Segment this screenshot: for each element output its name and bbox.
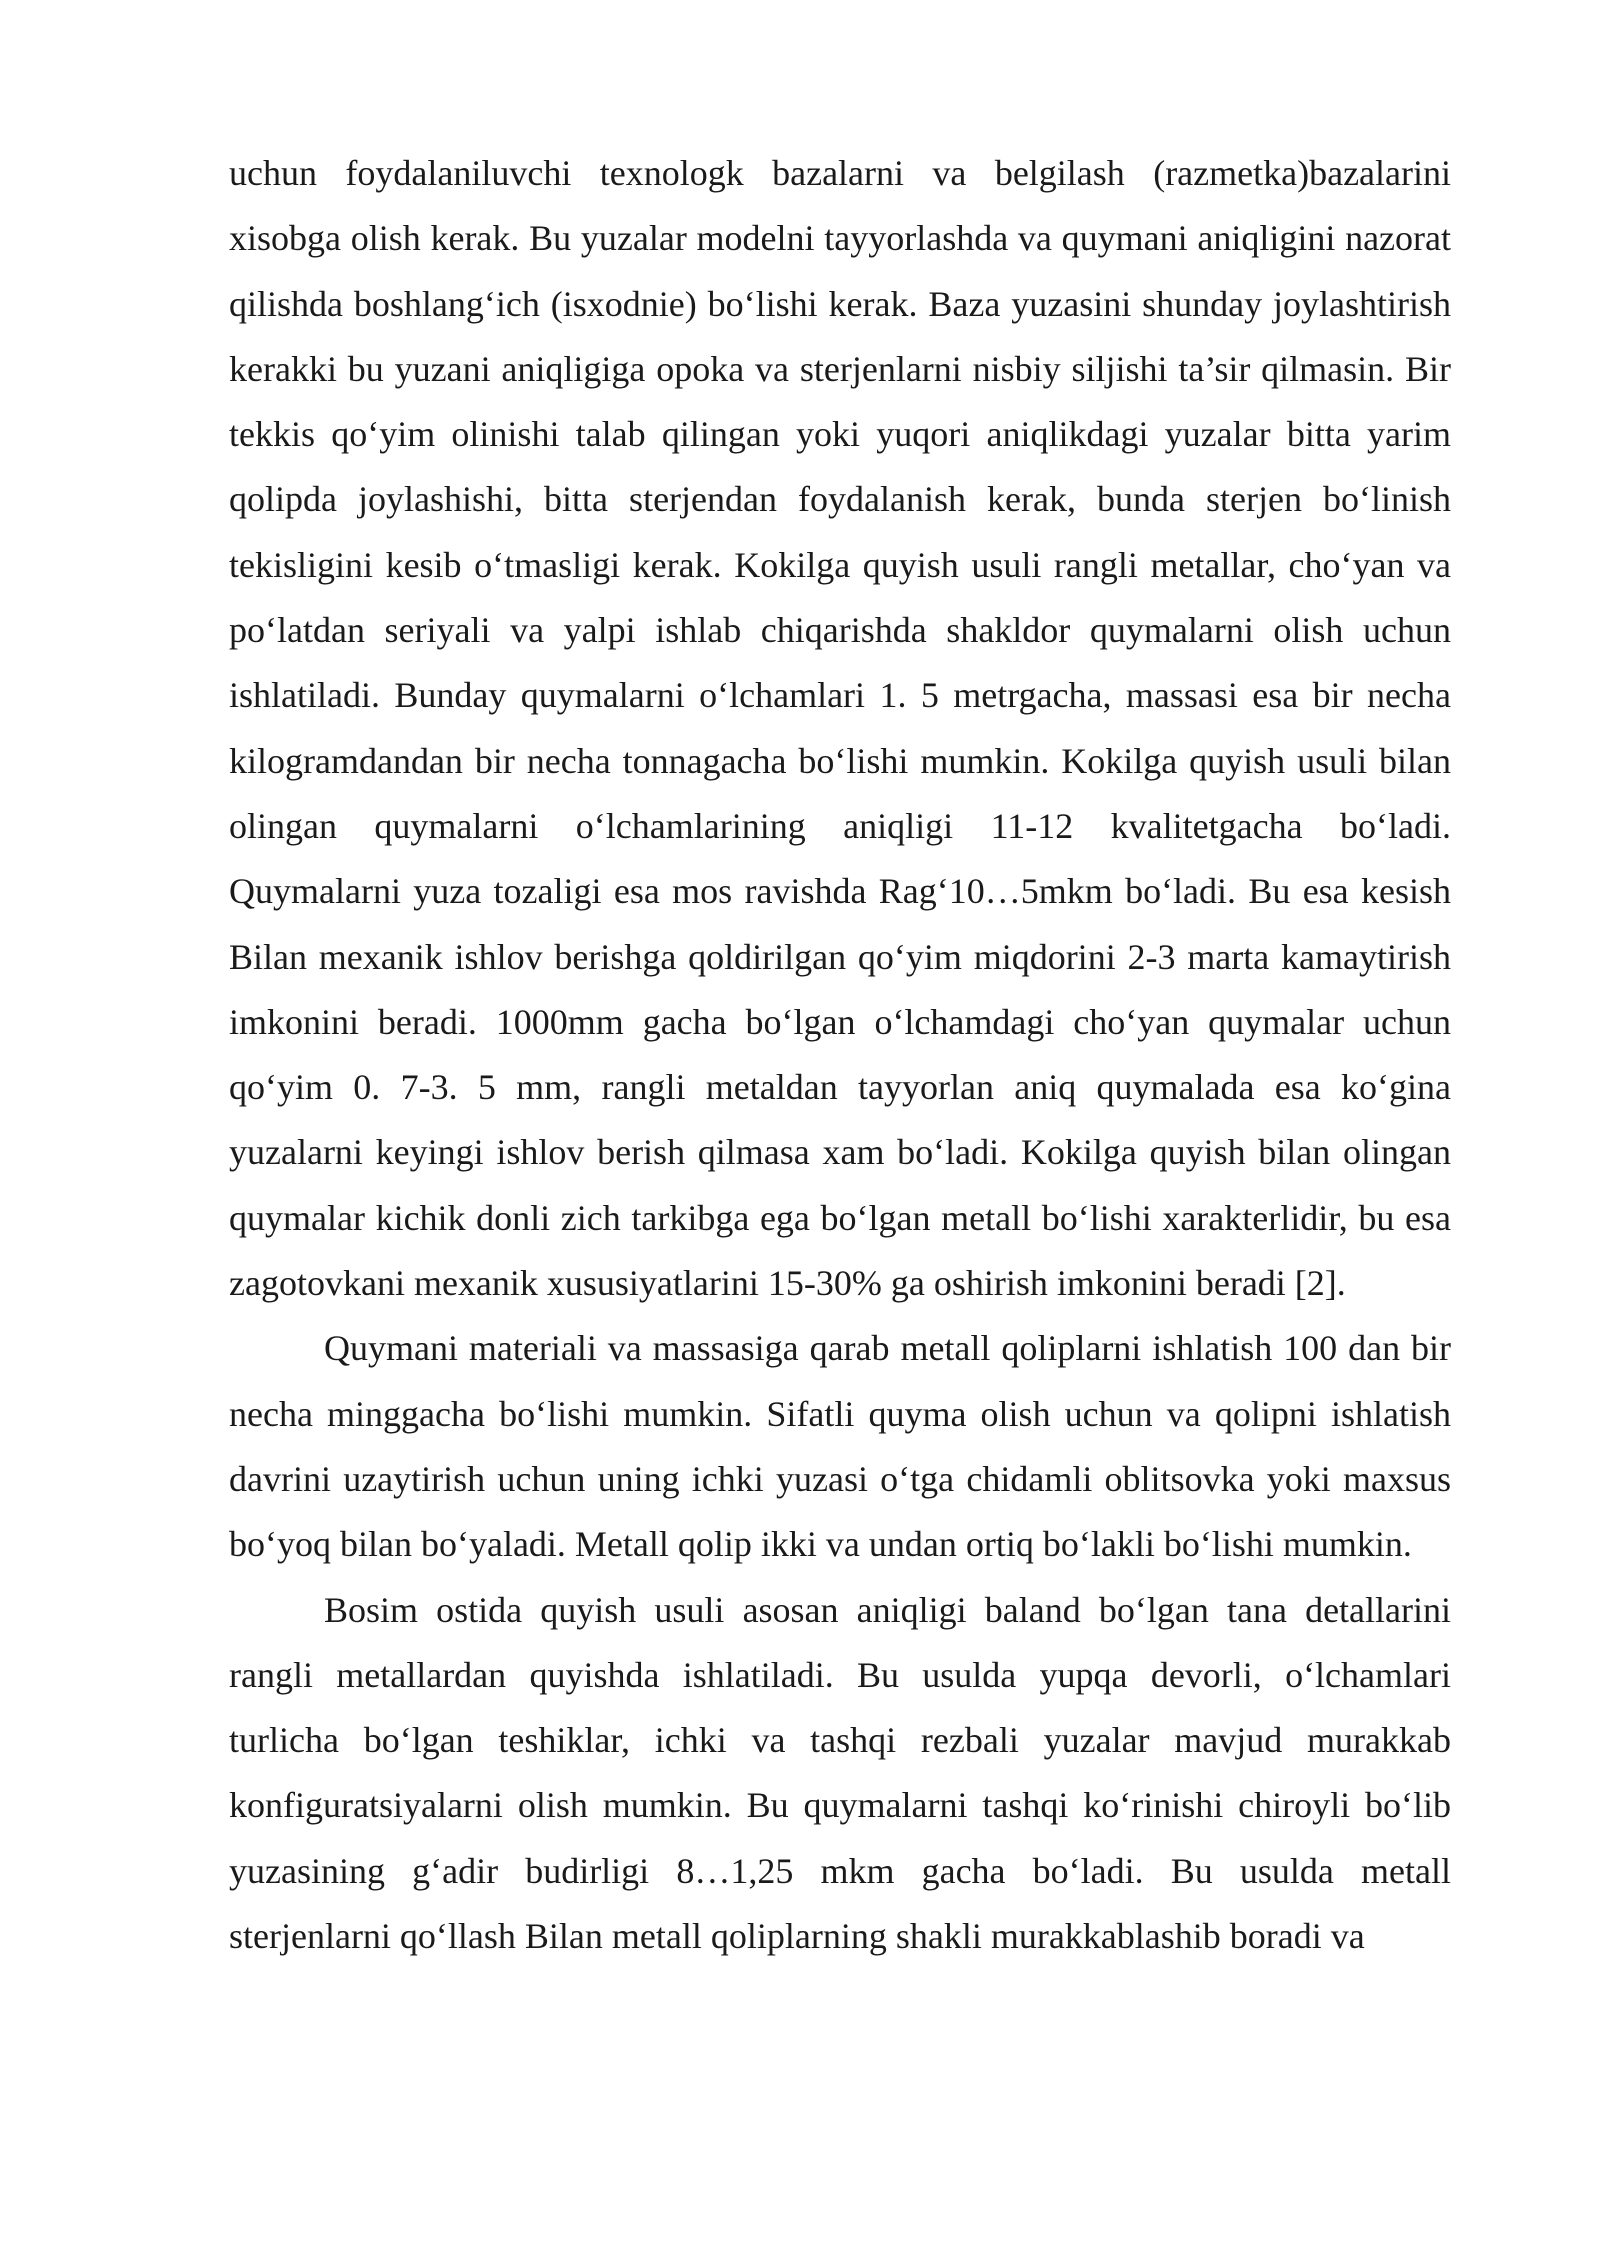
paragraph-metal-molds: Quymani materiali va massasiga qarab metall qoliplarni ishlatish 100 dan bir necha minggacha bo‘lishi mumkin. Sifatli quyma olish uchun va qolipni ishlatish davrini uzaytirish uchun uning ichki yuzasi o‘tga chidamli oblitsovka yoki maxsus bo‘yoq bilan bo‘yaladi. Metall qolip ikki va undan ortiq bo‘lakli bo‘lishi mumkin. (229, 1328, 1451, 1565)
paragraph-pressure-casting: Bosim ostida quyish usuli asosan aniqligi baland bo‘lgan tana detallarini rangli metallardan quyishda ishlatiladi. Bu usulda yupqa devorli, o‘lchamlari turlicha bo‘lgan teshiklar, ichki va tashqi rezbali yuzalar mavjud murakkab konfiguratsiyalarni olish mumkin. Bu quymalarni tashqi ko‘rinishi chiroyli bo‘lib yuzasining g‘adir budirligi 8…1,25 mkm gacha bo‘ladi. Bu usulda metall sterjenlarni qo‘llash Bilan metall qoliplarning shakli murakkablashib boradi va (229, 1589, 1451, 1957)
paragraph-kokil-casting: uchun foydalaniluvchi texnologk bazalarni va belgilash (razmetka)bazalarini xisobga olish kerak. Bu yuzalar modelni tayyorlashda va quymani aniqligini nazorat qilishda boshlang‘ich (isxodnie) bo‘lishi kerak. Baza yuzasini shunday joylashtirish kerakki bu yuzani aniqligiga opoka va sterjenlarni nisbiy siljishi ta’sir qilmasin. Bir tekkis qo‘yim olinishi talab qilingan yoki yuqori aniqlikdagi yuzalar bitta yarim qolipda joylashishi, bitta sterjendan foydalanish kerak, bunda sterjen bo‘linish tekisligini kesib o‘tmasligi kerak. Kokilga quyish usuli rangli metallar, cho‘yan va po‘latdan seriyali va yalpi ishlab chiqarishda shakldor quymalarni olish uchun ishlatiladi. Bunday quymalarni o‘lchamlari 1. 5 metrgacha, massasi esa bir necha kilogramdandan bir necha tonnagacha bo‘lishi mumkin. Kokilga quyish usuli bilan olingan quymalarni o‘lchamlarining aniqligi 11-12 kvalitetgacha bo‘ladi. Quymalarni yuza tozaligi esa mos ravishda Rag‘10…5mkm bo‘ladi. Bu esa kesish Bilan mexanik ishlov berishga qoldirilgan qo‘yim miqdorini 2-3 marta kamaytirish imkonini beradi. 1000mm gacha bo‘lgan o‘lchamdagi cho‘yan quymalar uchun qo‘yim 0. 7-3. 5 mm, rangli metaldan tayyorlan aniq quymalada esa ko‘gina yuzalarni keyingi ishlov berish qilmasa xam bo‘ladi. Kokilga quyish bilan olingan quymalar kichik donli zich tarkibga ega bo‘lgan metall bo‘lishi xarakterlidir, bu esa zagotovkani mexanik xususiyatlarini 15-30% ga oshirish imkonini beradi [2]. (229, 153, 1451, 1304)
document-page (229, 141, 1451, 1969)
